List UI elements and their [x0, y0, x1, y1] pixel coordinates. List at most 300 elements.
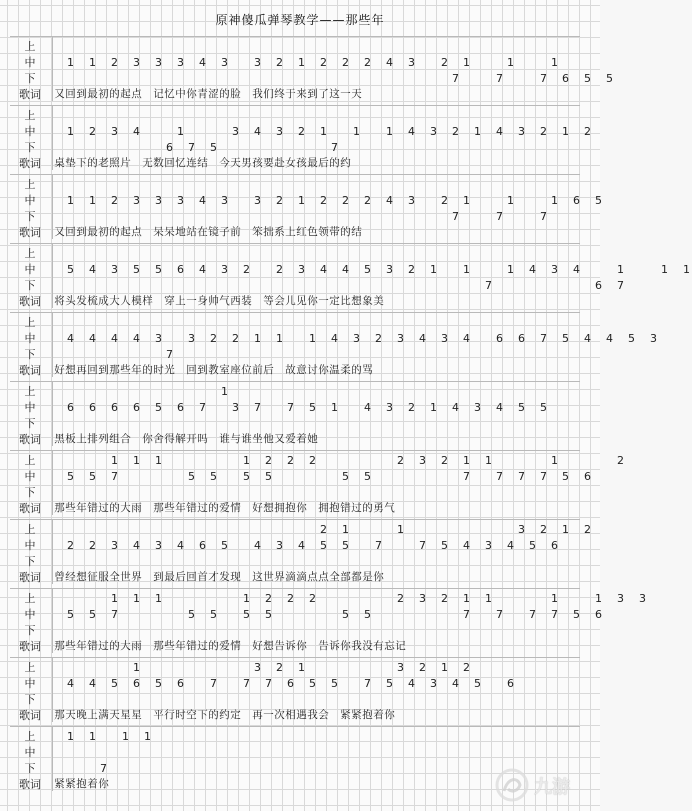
lyric-char: 脸: [230, 88, 241, 100]
lyric-char: 无: [142, 157, 153, 169]
note: 6: [166, 141, 173, 154]
row-label: 歌词: [19, 88, 41, 101]
note: 6: [595, 279, 602, 292]
note: 7: [496, 470, 503, 483]
note: 2: [408, 401, 415, 414]
note: 2: [452, 125, 459, 138]
lyric-char: 想: [65, 364, 76, 376]
lyric-char: 抱: [329, 502, 340, 514]
lyric-char: 于: [285, 88, 296, 100]
note: 7: [166, 348, 173, 361]
lyric-char: 年: [131, 364, 142, 376]
lyric-char: 都: [351, 571, 362, 583]
lyric-char: 情: [230, 502, 241, 514]
lyric-char: 定: [230, 709, 241, 721]
lyric-char: 又: [54, 226, 65, 238]
note: 5: [155, 677, 162, 690]
lyric-char: 了: [318, 88, 329, 100]
note: 2: [364, 194, 371, 207]
lyric-char: 一: [340, 88, 351, 100]
row-label: 上: [24, 523, 36, 536]
note: 2: [441, 194, 448, 207]
note: 6: [177, 677, 184, 690]
note: 1: [661, 263, 668, 276]
lyrics-row: [10, 363, 580, 378]
row-label: 中: [24, 125, 36, 138]
lyric-char: 的: [142, 364, 153, 376]
lyric-char: 色: [307, 226, 318, 238]
note: 2: [441, 592, 448, 605]
note: 5: [364, 263, 371, 276]
note: 1: [243, 592, 250, 605]
note: 7: [331, 141, 338, 154]
lyric-char: 你: [340, 640, 351, 652]
lyric-char: 地: [175, 226, 186, 238]
note: 1: [320, 125, 327, 138]
lyric-char: 气: [219, 295, 230, 307]
lyric-char: 回: [164, 157, 175, 169]
note: 4: [342, 263, 349, 276]
note: 6: [507, 677, 514, 690]
note: 1: [243, 454, 250, 467]
note: 1: [683, 263, 690, 276]
note: 3: [419, 454, 426, 467]
note: 1: [595, 592, 602, 605]
note: 7: [364, 677, 371, 690]
note: 3: [485, 539, 492, 552]
note: 4: [573, 263, 580, 276]
note: 1: [551, 56, 558, 69]
lyric-char: 这: [329, 88, 340, 100]
note: 5: [210, 470, 217, 483]
lyric-char: 那: [54, 709, 65, 721]
note: 2: [441, 454, 448, 467]
lyric-char: 些: [164, 502, 175, 514]
lyric-char: 组: [109, 433, 120, 445]
lyrics-row: [10, 294, 580, 309]
lyric-char: 初: [98, 88, 109, 100]
score-block: [10, 174, 602, 239]
notes-row-lower: [10, 71, 613, 86]
lyric-char: 经: [65, 571, 76, 583]
lyric-char: 抱: [285, 502, 296, 514]
note: 2: [408, 263, 415, 276]
lyric-char: 成: [98, 295, 109, 307]
note: 5: [364, 608, 371, 621]
lyric-char: 们: [263, 88, 274, 100]
note: 5: [111, 677, 118, 690]
note: 4: [463, 332, 470, 345]
lyric-char: 到: [153, 571, 164, 583]
note: 1: [67, 125, 74, 138]
lyric-char: 上: [76, 433, 87, 445]
label-divider: [52, 175, 53, 239]
lyric-char: 平: [153, 709, 164, 721]
note: 4: [89, 677, 96, 690]
lyric-char: 孩: [252, 157, 263, 169]
note: 7: [463, 470, 470, 483]
score-block: [10, 36, 613, 101]
lyric-char: 的: [219, 88, 230, 100]
lyric-char: 滴: [296, 571, 307, 583]
note: 5: [518, 401, 525, 414]
score-block: [10, 381, 580, 446]
note: 6: [199, 539, 206, 552]
row-label: 中: [24, 194, 36, 207]
note: 3: [155, 332, 162, 345]
note: 7: [199, 401, 206, 414]
label-divider: [52, 382, 53, 446]
lyric-char: 后: [318, 157, 329, 169]
note: 1: [133, 592, 140, 605]
lyric-char: 些: [164, 640, 175, 652]
lyric-char: 爱: [219, 640, 230, 652]
score-block: [10, 657, 580, 722]
note: 5: [584, 72, 591, 85]
lyric-char: 回: [65, 226, 76, 238]
note: 1: [122, 730, 129, 743]
note: 6: [584, 470, 591, 483]
note: 2: [375, 332, 382, 345]
lyric-char: 后: [263, 364, 274, 376]
lyric-char: 曾: [54, 571, 65, 583]
row-label: 下: [24, 72, 36, 85]
note: 3: [639, 592, 646, 605]
notes-row-upper: [10, 729, 580, 744]
lyrics-row: [10, 156, 580, 171]
note: 4: [386, 194, 393, 207]
note: 4: [133, 125, 140, 138]
lyric-char: 下: [76, 157, 87, 169]
note: 1: [507, 194, 514, 207]
lyric-char: 中: [175, 88, 186, 100]
row-label: 歌词: [19, 295, 41, 308]
lyric-char: 起: [120, 88, 131, 100]
note: 4: [133, 332, 140, 345]
note: 3: [551, 263, 558, 276]
lyric-char: 将: [54, 295, 65, 307]
lyric-char: 子: [219, 226, 230, 238]
lyric-char: 见: [296, 295, 307, 307]
lyric-char: 雨: [131, 640, 142, 652]
notes-row-middle: [10, 55, 580, 70]
score-block: [10, 588, 646, 653]
note: 1: [177, 125, 184, 138]
lyric-char: 情: [230, 640, 241, 652]
note: 6: [177, 401, 184, 414]
note: 1: [386, 125, 393, 138]
row-label: 下: [24, 624, 36, 637]
note: 2: [89, 125, 96, 138]
note: 5: [67, 263, 74, 276]
note: 4: [177, 539, 184, 552]
note: 4: [67, 332, 74, 345]
note: 1: [89, 194, 96, 207]
lyric-char: 空: [186, 709, 197, 721]
note: 4: [199, 194, 206, 207]
note: 3: [177, 56, 184, 69]
lyric-char: 过: [197, 502, 208, 514]
lyric-char: 拥: [274, 502, 285, 514]
lyric-char: 紧: [351, 709, 362, 721]
note: 2: [67, 539, 74, 552]
note: 1: [67, 194, 74, 207]
lyric-char: 又: [274, 433, 285, 445]
lyric-char: 忆: [164, 88, 175, 100]
note: 3: [430, 125, 437, 138]
note: 4: [89, 332, 96, 345]
row-label: 歌词: [19, 778, 41, 791]
note: 6: [89, 401, 96, 414]
note: 3: [221, 263, 228, 276]
lyric-char: 镜: [208, 226, 219, 238]
lyric-char: 你: [307, 295, 318, 307]
note: 2: [287, 592, 294, 605]
note: 2: [463, 661, 470, 674]
notes-row-upper: [10, 453, 624, 468]
row-label: 上: [24, 730, 36, 743]
note: 7: [375, 539, 382, 552]
lyric-char: 到: [197, 364, 208, 376]
note: 3: [155, 194, 162, 207]
lyric-char: 约: [340, 157, 351, 169]
label-divider: [52, 727, 53, 791]
lyric-char: 那: [54, 640, 65, 652]
note: 1: [89, 730, 96, 743]
lyric-char: 赴: [274, 157, 285, 169]
lyric-char: 天: [351, 88, 362, 100]
note: 4: [529, 263, 536, 276]
lyric-char: 星: [120, 709, 131, 721]
lyric-char: 最: [87, 88, 98, 100]
lyrics-row: [10, 501, 580, 516]
note: 5: [67, 608, 74, 621]
lyric-char: 点: [131, 226, 142, 238]
note: 3: [133, 194, 140, 207]
row-label: 中: [24, 56, 36, 69]
lyric-char: 我: [351, 640, 362, 652]
note: 5: [309, 401, 316, 414]
lyric-char: 老: [98, 157, 109, 169]
note: 6: [111, 401, 118, 414]
note: 2: [584, 125, 591, 138]
notes-row-upper: [10, 39, 580, 54]
lyric-char: 数: [153, 157, 164, 169]
lyric-char: 回: [186, 571, 197, 583]
lyric-char: 的: [109, 640, 120, 652]
note: 1: [144, 730, 151, 743]
note: 1: [298, 661, 305, 674]
note: 1: [155, 592, 162, 605]
note: 5: [320, 539, 327, 552]
lyric-char: 结: [351, 226, 362, 238]
row-label: 中: [24, 401, 36, 414]
lyric-char: 记: [395, 640, 406, 652]
note: 6: [595, 608, 602, 621]
row-label: 下: [24, 348, 36, 361]
note: 2: [584, 523, 591, 536]
row-label: 中: [24, 608, 36, 621]
note: 7: [496, 72, 503, 85]
note: 2: [342, 194, 349, 207]
lyric-char: 那: [153, 502, 164, 514]
note: 5: [628, 332, 635, 345]
lyric-char: 的: [109, 226, 120, 238]
lyric-char: 的: [87, 157, 98, 169]
notes-row-lower: [10, 347, 580, 362]
lyric-char: 笨: [252, 226, 263, 238]
lyric-char: 的: [208, 640, 219, 652]
note: 4: [298, 539, 305, 552]
lyric-char: 是: [362, 571, 373, 583]
lyric-char: 初: [98, 226, 109, 238]
lyric-char: 领: [318, 226, 329, 238]
note: 1: [463, 194, 470, 207]
note: 1: [342, 523, 349, 536]
note: 6: [573, 194, 580, 207]
lyric-char: 晚: [76, 709, 87, 721]
lyric-char: 发: [76, 295, 87, 307]
note: 6: [287, 677, 294, 690]
lyric-char: 着: [87, 778, 98, 790]
note: 2: [232, 332, 239, 345]
row-label: 上: [24, 592, 36, 605]
lyric-char: 位: [241, 364, 252, 376]
lyric-char: 的: [329, 157, 340, 169]
note: 2: [320, 194, 327, 207]
lyric-char: 些: [120, 364, 131, 376]
lyric-char: 结: [197, 157, 208, 169]
lyric-char: 儿: [285, 295, 296, 307]
lyric-char: 与: [230, 433, 241, 445]
note: 5: [67, 470, 74, 483]
note: 7: [518, 470, 525, 483]
note: 7: [485, 279, 492, 292]
score-block: [10, 312, 657, 377]
note: 3: [650, 332, 657, 345]
lyric-char: 年: [76, 502, 87, 514]
note: 1: [430, 401, 437, 414]
note: 1: [562, 125, 569, 138]
lyric-char: 界: [131, 571, 142, 583]
note: 1: [485, 454, 492, 467]
note: 5: [265, 470, 272, 483]
lyric-char: 现: [230, 571, 241, 583]
lyric-char: 才: [208, 571, 219, 583]
lyric-char: 在: [197, 226, 208, 238]
note: 6: [562, 72, 569, 85]
lyric-char: 梳: [87, 295, 98, 307]
note: 4: [463, 539, 470, 552]
lyric-char: 最: [164, 571, 175, 583]
watermark: [494, 767, 586, 803]
note: 1: [67, 730, 74, 743]
lyric-char: 过: [98, 502, 109, 514]
notes-row-lower: [10, 692, 580, 707]
row-label: 上: [24, 316, 36, 329]
note: 5: [331, 677, 338, 690]
note: 6: [133, 677, 140, 690]
lyric-char: 世: [263, 571, 274, 583]
lyric-char: 次: [274, 709, 285, 721]
lyric-char: 些: [65, 640, 76, 652]
row-label: 中: [24, 470, 36, 483]
label-divider: [52, 589, 53, 653]
lyric-char: 女: [285, 157, 296, 169]
note: 2: [540, 125, 547, 138]
note: 5: [562, 332, 569, 345]
lyric-char: 室: [219, 364, 230, 376]
lyric-char: 又: [54, 88, 65, 100]
note: 3: [353, 332, 360, 345]
lyric-char: 故: [285, 364, 296, 376]
note: 3: [298, 263, 305, 276]
note: 2: [309, 592, 316, 605]
row-label: 上: [24, 454, 36, 467]
note: 1: [221, 385, 228, 398]
lyric-char: 想: [263, 640, 274, 652]
lyric-char: 雨: [131, 502, 142, 514]
note: 5: [441, 539, 448, 552]
lyric-char: 着: [296, 433, 307, 445]
row-label: 歌词: [19, 640, 41, 653]
note: 4: [507, 539, 514, 552]
note: 1: [474, 125, 481, 138]
row-label: 歌词: [19, 709, 41, 722]
note: 4: [584, 332, 591, 345]
lyric-char: 上: [175, 295, 186, 307]
lyric-char: 前: [252, 364, 263, 376]
note: 6: [133, 401, 140, 414]
lyric-char: 最: [307, 157, 318, 169]
note: 3: [133, 56, 140, 69]
row-label: 上: [24, 109, 36, 122]
row-label: 上: [24, 178, 36, 191]
note: 1: [331, 401, 338, 414]
notes-row-lower: [10, 278, 624, 293]
note: 4: [199, 56, 206, 69]
note: 2: [320, 523, 327, 536]
note: 2: [276, 194, 283, 207]
note: 1: [551, 592, 558, 605]
lyric-char: 西: [230, 295, 241, 307]
lyric-char: 年: [175, 640, 186, 652]
notes-row-lower: [10, 554, 580, 569]
note: 3: [408, 194, 415, 207]
lyric-char: 到: [98, 364, 109, 376]
note: 4: [496, 401, 503, 414]
note: 2: [287, 454, 294, 467]
lyric-char: 大: [120, 640, 131, 652]
lyric-char: 教: [208, 364, 219, 376]
note: 3: [254, 56, 261, 69]
row-label: 上: [24, 661, 36, 674]
lyric-char: 红: [296, 226, 307, 238]
row-label: 上: [24, 247, 36, 260]
note: 3: [254, 194, 261, 207]
lyric-char: 到: [307, 88, 318, 100]
lyric-char: 下: [197, 709, 208, 721]
lyric-char: 告: [318, 640, 329, 652]
lyric-char: 有: [373, 640, 384, 652]
note: 2: [89, 539, 96, 552]
lyric-char: 男: [241, 157, 252, 169]
lyric-char: 好: [54, 364, 65, 376]
note: 5: [210, 608, 217, 621]
lyric-char: 会: [318, 709, 329, 721]
lyric-char: 想: [76, 571, 87, 583]
note: 5: [342, 470, 349, 483]
